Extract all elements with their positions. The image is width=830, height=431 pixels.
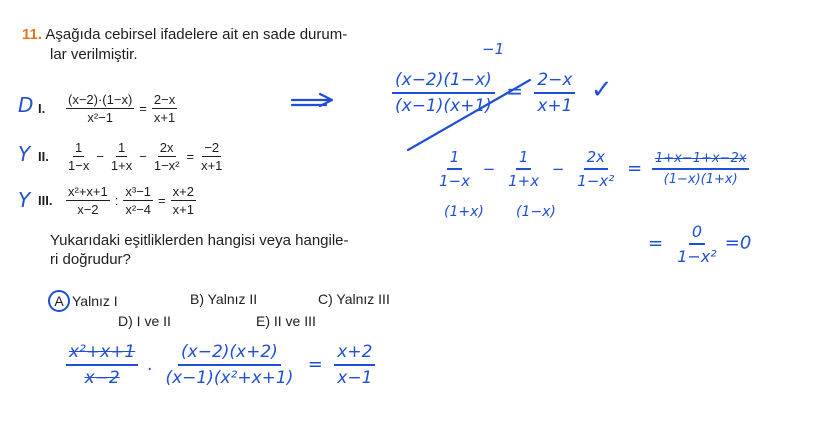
- item-3-term-1-num: x²+x+1: [68, 184, 108, 199]
- hw-work-2-t1: [436, 148, 473, 190]
- stem-line-2: lar verilmiştir.: [50, 46, 138, 63]
- item-1-equals: =: [139, 101, 147, 116]
- item-2-equals: =: [186, 149, 195, 164]
- item-1-roman: I.: [38, 101, 46, 116]
- handwritten-mark-2: Y: [18, 142, 31, 166]
- hw-work-3-op: .: [147, 355, 154, 375]
- question-number: 11.: [22, 26, 43, 43]
- item-1-denominator: x²−1: [87, 110, 113, 125]
- hw-work-1: [392, 70, 613, 116]
- hw-work-2-zero-frac: [674, 222, 719, 266]
- choice-b[interactable]: B) Yalnız II: [190, 291, 258, 307]
- stem-line-1: Aşağıda cebirsel ifadelere ait en sade durum-: [45, 26, 348, 43]
- item-3-rhs-den: x+1: [172, 202, 194, 217]
- hw-work-2-zero: =0: [724, 232, 752, 254]
- hw-work-2-zn: 0: [689, 222, 705, 245]
- prompt-line-2: ri doğrudur?: [50, 251, 131, 268]
- item-3-divide: :: [114, 193, 119, 208]
- hw-work-1-rnum: 2−x: [534, 70, 575, 94]
- item-3-term-2-num: x³−1: [125, 184, 152, 199]
- item-2-term-1-num: 1: [75, 140, 83, 155]
- item-1-numerator: (x−2)·(1−x): [68, 92, 133, 107]
- hw-work-2-t2n: 1: [516, 148, 532, 170]
- hw-work-2-t3: [574, 148, 617, 190]
- item-2-term-1-den: 1−x: [68, 158, 90, 173]
- hw-work-3-eq: =: [307, 354, 323, 375]
- hw-work-1-num: (x−2)(1−x): [392, 70, 495, 94]
- hw-work-2-t2d: 1+x: [508, 172, 540, 190]
- hw-work-3-t1: [66, 342, 138, 388]
- hw-work-3-rn: x+2: [334, 342, 375, 366]
- hw-work-3-t1d: x−2: [84, 368, 120, 388]
- hw-work-1-rden: x+1: [537, 96, 573, 116]
- item-3-term-1-den: x−2: [77, 202, 99, 217]
- hw-work-2-t1d: 1−x: [439, 172, 470, 190]
- item-3-roman: III.: [38, 193, 53, 208]
- hw-work-2-t2: [505, 148, 542, 190]
- item-2-term-2-num: 1: [117, 140, 126, 155]
- hw-work-2-rd: (1−x)(1+x): [663, 172, 738, 187]
- hw-work-3-t2d: (x−1)(x²+x+1): [165, 368, 294, 388]
- item-2-term-3-num: 2x: [159, 140, 174, 155]
- item-3-rhs-num: x+2: [172, 184, 194, 199]
- hw-work-2-eq: =: [627, 157, 643, 179]
- item-2-term-2-den: 1+x: [110, 158, 133, 173]
- item-2-rhs-num: −2: [204, 140, 220, 155]
- hw-work-3: [66, 342, 375, 388]
- hw-work-2-mult-2: (1−x): [516, 204, 556, 220]
- hw-work-2-result: [652, 151, 749, 187]
- check-icon: ✓: [590, 75, 613, 105]
- hw-work-2-eq2: =: [648, 232, 664, 254]
- item-2-term-3-den: 1−x²: [153, 158, 180, 173]
- hw-work-3-t2: [162, 342, 296, 388]
- hw-work-2-t3n: 2x: [584, 148, 608, 170]
- item-3-equals: =: [158, 193, 166, 208]
- hw-work-2-rn: 1+x−1+x−2x: [652, 151, 749, 170]
- choice-e[interactable]: E) II ve III: [256, 313, 316, 329]
- item-1-rhs-numerator: 2−x: [153, 92, 176, 107]
- hw-work-3-t2n: (x−2)(x+2): [178, 342, 281, 366]
- hw-work-2-t3d: 1−x²: [577, 172, 615, 190]
- handwritten-mark-3: Y: [18, 188, 31, 212]
- hw-work-2-t1n: 1: [447, 148, 463, 170]
- item-2-minus-1: −: [96, 149, 104, 164]
- hw-work-3-result: [334, 342, 375, 388]
- hw-work-1-eq: =: [506, 79, 523, 103]
- prompt-line-1: Yukarıdaki eşitliklerden hangisi veya hangile-: [50, 232, 349, 249]
- hw-work-1-rhs: [534, 70, 575, 116]
- item-2-rhs-den: x+1: [201, 158, 223, 173]
- item-1-rhs-denominator: x+1: [153, 110, 176, 125]
- choice-d[interactable]: D) I ve II: [118, 313, 171, 329]
- item-2-roman: II.: [38, 149, 49, 164]
- hw-work-2-op1: −: [482, 159, 496, 178]
- item-2-minus-2: −: [139, 149, 147, 164]
- handwritten-mark-1: D: [18, 93, 34, 117]
- hw-work-2-zd: 1−x²: [677, 247, 717, 266]
- hw-work-2-mult-1: (1+x): [444, 204, 484, 220]
- hw-work-3-t1n: x²+x+1: [66, 342, 138, 366]
- hw-work-2-op2: −: [551, 159, 565, 178]
- choice-a-letter: A: [54, 293, 64, 309]
- hw-work-2: [436, 148, 749, 190]
- hw-work-2-final: [648, 222, 751, 266]
- hw-work-1-lhs: [392, 70, 495, 116]
- hw-work-1-small: −1: [482, 40, 505, 58]
- hw-work-3-rd: x−1: [337, 368, 373, 388]
- choice-c[interactable]: C) Yalnız III: [318, 291, 390, 307]
- choice-a-text: Yalnız I: [72, 293, 118, 309]
- hw-work-1-den: (x−1)(x+1): [395, 96, 492, 116]
- item-3-term-2-den: x²−4: [125, 202, 152, 217]
